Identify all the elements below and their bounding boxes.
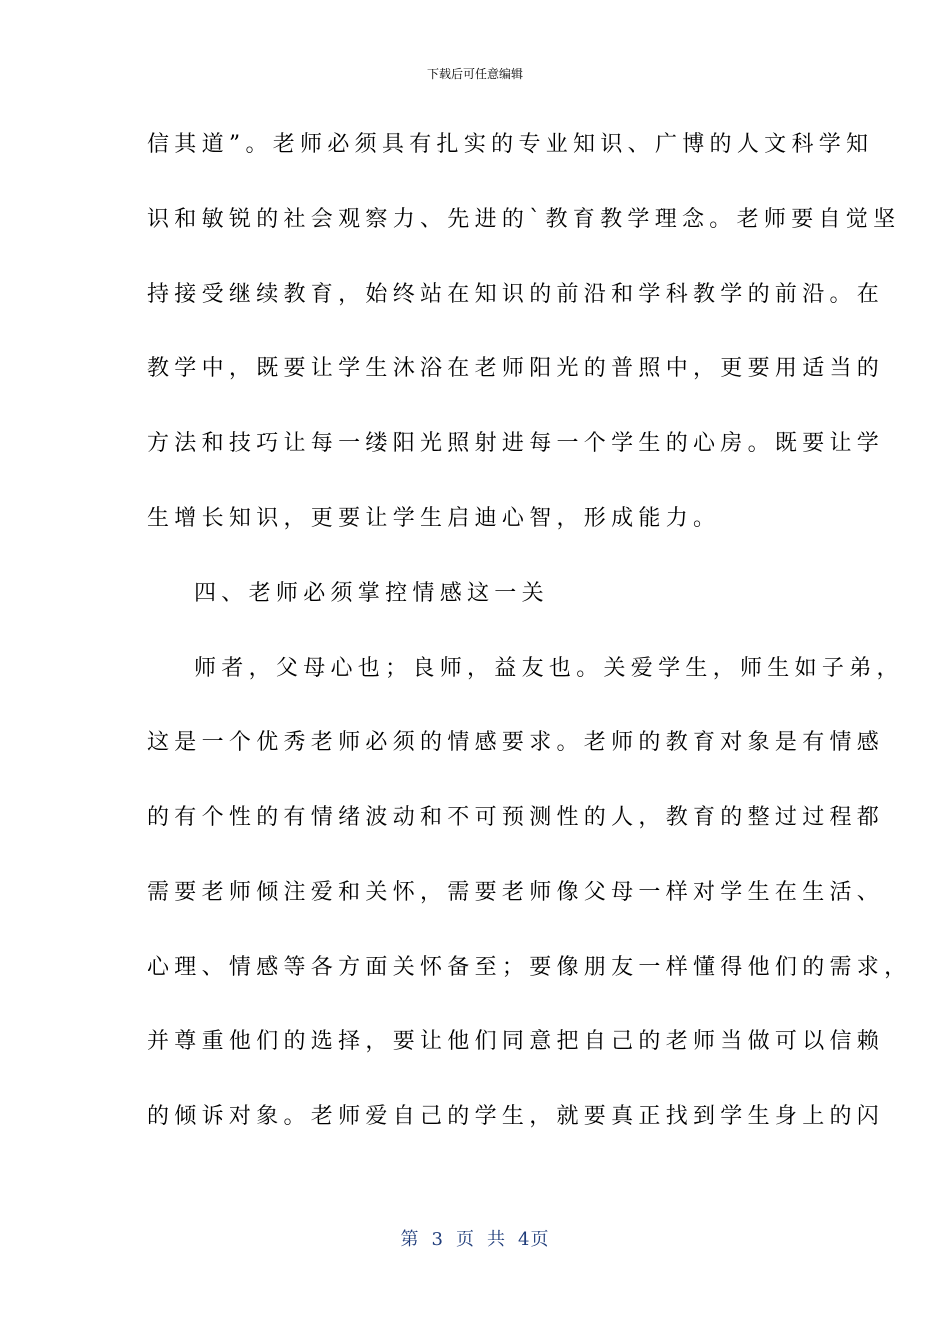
header-note: 下载后可任意编辑 (426, 67, 523, 81)
body-line: 的有个性的有情绪波动和不可预测性的人，教育的整过过程都 (147, 805, 885, 830)
body-line: 师者，父母心也；良师，益友也。关爱学生，师生如子弟， (194, 656, 904, 681)
body-line: 信其道”。老师必须具有扎实的专业知识、广博的人文科学知 (147, 132, 874, 157)
body-line: 持接受继续教育，始终站在知识的前沿和学科教学的前沿。在 (147, 282, 885, 307)
body-line: 需要老师倾注爱和关怀，需要老师像父母一样对学生在生活、 (147, 880, 885, 905)
footer-di: 第 (400, 1229, 420, 1250)
section-heading: 四、老师必须掌控情感这一关 (194, 581, 549, 606)
body-line: 方法和技巧让每一缕阳光照射进每一个学生的心房。既要让学 (147, 431, 885, 456)
body-line: 识和敏锐的社会观察力、先进的`教育教学理念。老师要自觉坚 (147, 207, 901, 232)
body-line: 教学中，既要让学生沐浴在老师阳光的普照中，更要用适当的 (147, 356, 885, 381)
page-footer (0, 1228, 950, 1252)
page-number: 3 (431, 1229, 444, 1250)
body-line: 这是一个优秀老师必须的情感要求。老师的教育对象是有情感 (147, 730, 885, 755)
page-total: 4页 (518, 1229, 550, 1250)
body-line: 的倾诉对象。老师爱自己的学生，就要真正找到学生身上的闪 (147, 1104, 885, 1129)
footer-gong: 共 (487, 1229, 506, 1250)
footer-ye: 页 (456, 1229, 475, 1250)
body-line: 心理、情感等各方面关怀备至；要像朋友一样懂得他们的需求， (147, 955, 912, 980)
body-line: 生增长知识，更要让学生启迪心智，形成能力。 (147, 506, 721, 531)
body-line: 并尊重他们的选择，要让他们同意把自己的老师当做可以信赖 (147, 1029, 885, 1054)
